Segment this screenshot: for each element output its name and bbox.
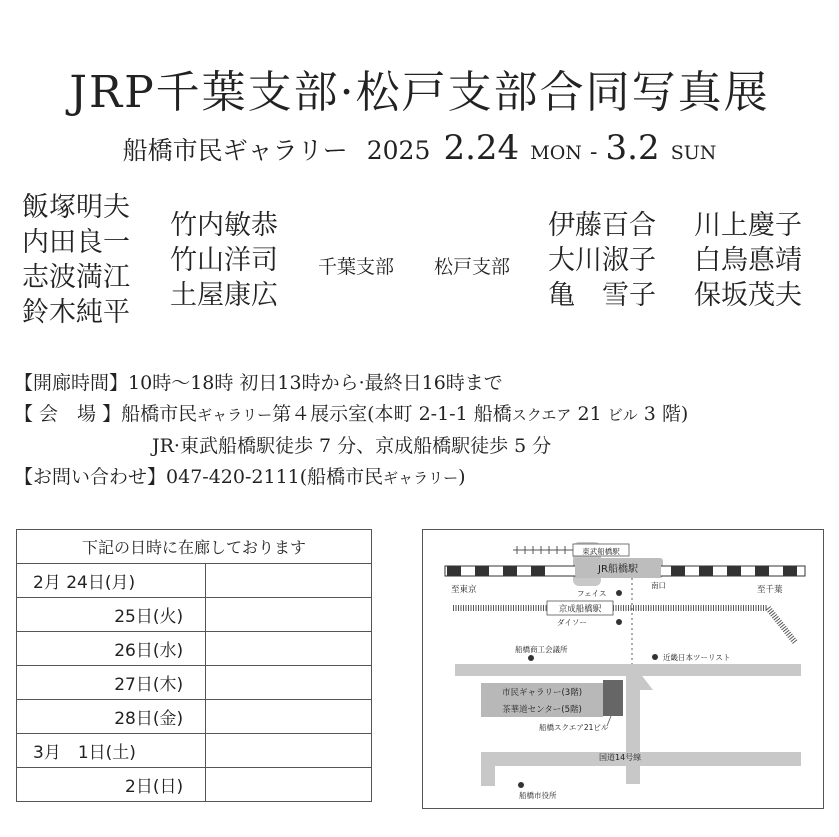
face-label: フェイス (577, 589, 607, 598)
chiba-names-col2 (170, 208, 278, 313)
blank-cell (206, 598, 372, 632)
date-cell: 2日(日) (17, 768, 206, 802)
place-text-c: 第４展示室(本町 2-1-1 船橋 (272, 403, 512, 425)
member-name: 白鳥悳靖 (694, 245, 802, 276)
member-name: 竹内敏恭 (170, 210, 278, 241)
date-cell: 3月 1日(土) (17, 734, 206, 768)
member-name: 鈴木純平 (22, 297, 130, 328)
place-text-a: 船橋市民 (121, 403, 198, 425)
place-text-g: 3 階) (637, 403, 689, 425)
daiso-marker-icon (616, 619, 622, 625)
table-row (17, 768, 372, 802)
hours-text: 10時～18時 初日13時から·最終日16時まで (128, 372, 503, 394)
venue-and-dates (0, 128, 839, 168)
place-text-f: ビル (607, 406, 638, 424)
date-cell: 27日(木) (17, 666, 206, 700)
member-name: 亀 雪子 (548, 280, 656, 311)
square21-label: 船橋スクエア21ビル (539, 723, 609, 732)
tobu-station-label: 東武船橋駅 (582, 547, 620, 556)
contact-label: 【お問い合わせ】 (14, 466, 167, 488)
contact-text-a: 047-420-2111(船橋市民 (166, 466, 384, 488)
hours-row (14, 368, 688, 399)
table-row (17, 666, 372, 700)
start-date: 2.24 (443, 128, 520, 168)
member-name: 川上慶子 (694, 210, 802, 241)
face-marker-icon (616, 590, 622, 596)
keisei-station-label: 京成船橋駅 (558, 604, 602, 615)
table-row (17, 564, 372, 598)
route14-label: 国道14号線 (599, 753, 642, 762)
exhibition-info (14, 368, 688, 494)
member-name: 保坂茂夫 (694, 280, 802, 311)
member-name: 志波満江 (22, 262, 130, 293)
member-name: 大川淑子 (548, 245, 656, 276)
table-row (17, 734, 372, 768)
keisei-railway-curve (768, 608, 795, 642)
end-day: SUN (670, 142, 717, 164)
map-svg (423, 530, 823, 808)
south-exit-label: 南口 (651, 581, 666, 590)
member-name: 飯塚明夫 (22, 192, 130, 223)
date-cell: 25日(火) (17, 598, 206, 632)
date-separator: - (590, 140, 598, 165)
member-name: 竹山洋司 (170, 245, 278, 276)
exhibition-title: JRP千葉支部·松戸支部合同写真展 (69, 67, 770, 118)
place-text-e: 21 (571, 403, 608, 425)
member-name: 内田良一 (22, 227, 130, 258)
city-hall-street (481, 752, 495, 786)
table-row (17, 598, 372, 632)
blank-cell (206, 666, 372, 700)
member-name: 土屋康広 (170, 280, 278, 311)
chamber-label: 船橋商工会議所 (515, 645, 568, 654)
gallery-label: 市民ギャラリー(3階) (501, 688, 583, 698)
blank-cell (206, 734, 372, 768)
table-header: 下記の日時に在廊しております (17, 530, 372, 564)
venue-name: 船橋市民ギャラリー (122, 136, 348, 165)
daiso-label: ダイソー (557, 618, 587, 627)
date-cell: 2月 24日(月) (17, 564, 206, 598)
blank-cell (206, 564, 372, 598)
chiba-names-col1 (22, 190, 130, 330)
table-row (17, 700, 372, 734)
start-day: MON (530, 142, 582, 164)
hours-label: 【開廊時間】 (14, 372, 129, 394)
chiba-branch-label: 千葉支部 (318, 256, 395, 278)
matsudo-names-col1 (548, 208, 656, 313)
blank-cell (206, 768, 372, 802)
kinki-marker-icon (652, 654, 658, 660)
table-header-row (17, 530, 372, 564)
blank-cell (206, 632, 372, 666)
blank-cell (206, 700, 372, 734)
date-cell: 28日(金) (17, 700, 206, 734)
tea-center-label: 茶華道センター(5階) (502, 705, 582, 715)
city-hall-marker-icon (518, 782, 524, 788)
place-label: 【 会 場 】 (14, 403, 122, 425)
access-map (422, 529, 824, 809)
contact-text-c: ) (458, 466, 466, 488)
access-row: JR·東武船橋駅徒歩 7 分、京成船橋駅徒歩 5 分 (152, 435, 552, 457)
to-chiba-label: 至千葉 (757, 585, 783, 595)
matsudo-branch-label: 松戸支部 (434, 256, 511, 278)
year: 2025 (366, 136, 431, 165)
square21-building (603, 680, 623, 716)
place-text-d: スクエア (511, 406, 572, 424)
date-cell: 26日(水) (17, 632, 206, 666)
end-date: 3.2 (605, 128, 660, 168)
table-row (17, 632, 372, 666)
place-text-b: ギャラリー (197, 406, 273, 424)
chamber-marker-icon (528, 655, 534, 661)
matsudo-names-col2 (694, 208, 802, 313)
place-row (14, 399, 688, 431)
member-name: 伊藤百合 (548, 210, 656, 241)
contact-text-b: ギャラリー (383, 469, 459, 487)
contact-row (14, 462, 688, 494)
to-tokyo-label: 至東京 (451, 585, 477, 595)
kinki-label: 近畿日本ツーリスト (663, 653, 731, 662)
attendance-table (16, 529, 372, 802)
city-hall-label: 船橋市役所 (519, 791, 557, 800)
jr-station-label: JR船橋駅 (598, 564, 638, 575)
